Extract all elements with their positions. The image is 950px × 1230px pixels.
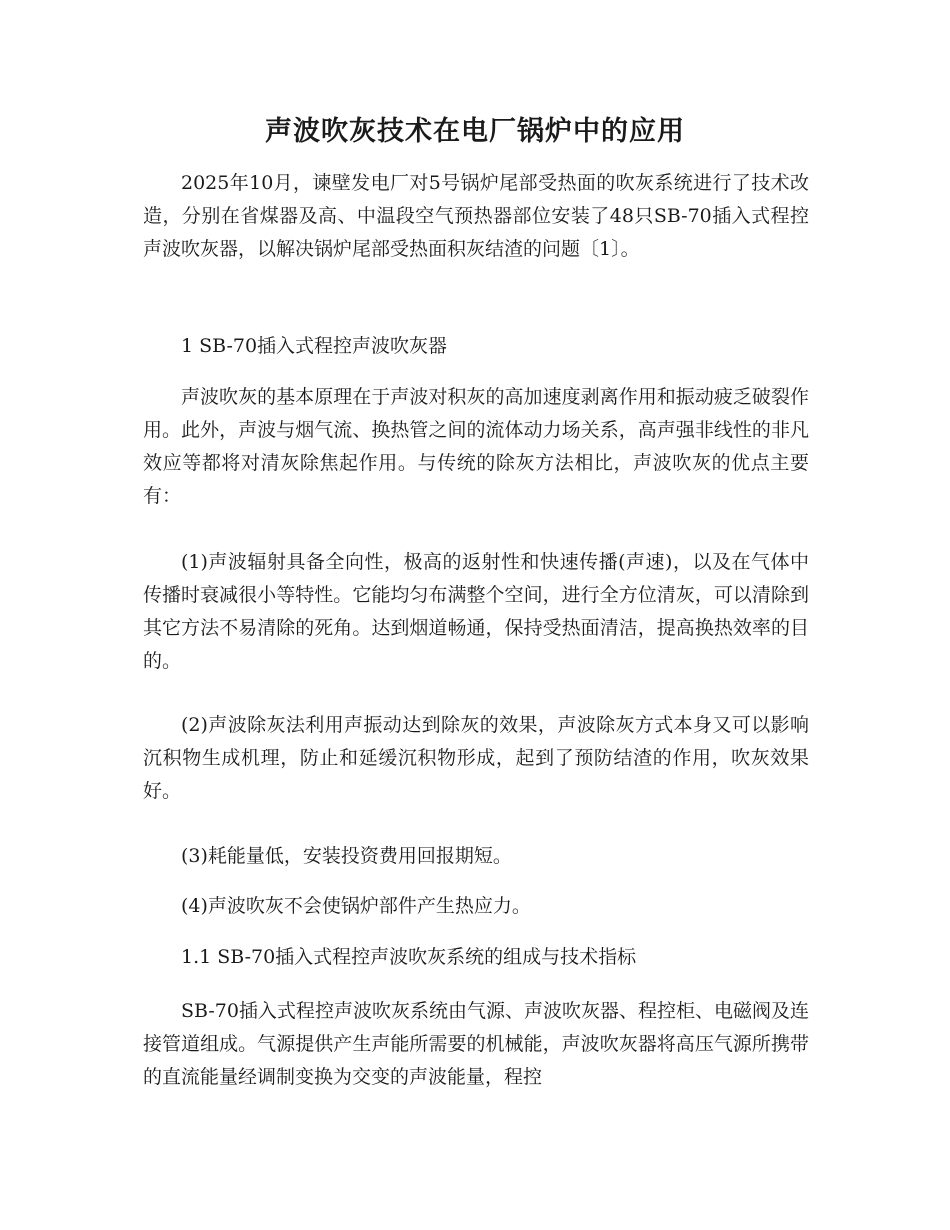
paragraph-advantage-4: (4)声波吹灰不会使锅炉部件产生热应力。 (181, 895, 531, 917)
paragraph-advantage-3: (3)耗能量低，安装投资费用回报期短。 (181, 845, 512, 867)
paragraph-intro: 2025年10月，谏壁发电厂对5号锅炉尾部受热面的吹灰系统进行了技术改造，分别在省煤器及高、中温段空气预热器部位安装了48只SB-70插入式程控声波吹灰器，以解决锅炉尾部受热面积灰结渣的问题〔1〕。 (143, 172, 809, 260)
paragraph-advantage-1: (1)声波辐射具备全向性，极高的返射性和快速传播(声速)，以及在气体中传播时衰减很小等特性。它能均匀布满整个空间，进行全方位清灰，可以清除到其它方法不易清除的死角。达到烟道畅通，保持受热面清洁，提高换热效率的目的。 (143, 551, 809, 672)
paragraph-system: SB-70插入式程控声波吹灰系统由气源、声波吹灰器、程控柜、电磁阀及连接管道组成。气源提供产生声能所需要的机械能，声波吹灰器将高压气源所携带的直流能量经调制变换为交变的声波能量，程控 (143, 1000, 809, 1088)
paragraph-advantage-2: (2)声波除灰法利用声振动达到除灰的效果，声波除灰方式本身又可以影响沉积物生成机理，防止和延缓沉积物形成，起到了预防结渣的作用，吹灰效果好。 (143, 714, 809, 802)
section-heading-1-1: 1.1 SB-70插入式程控声波吹灰系统的组成与技术指标 (181, 946, 637, 968)
document-title: 声波吹灰技术在电厂锅炉中的应用 (265, 116, 685, 147)
section-heading-1: 1 SB-70插入式程控声波吹灰器 (181, 335, 448, 357)
paragraph-principle: 声波吹灰的基本原理在于声波对积灰的高加速度剥离作用和振动疲乏破裂作用。此外，声波与烟气流、换热管之间的流体动力场关系，高声强非线性的非凡效应等都将对清灰除焦起作用。与传统的除灰方法相比，声波吹灰的优点主要有： (143, 386, 809, 507)
